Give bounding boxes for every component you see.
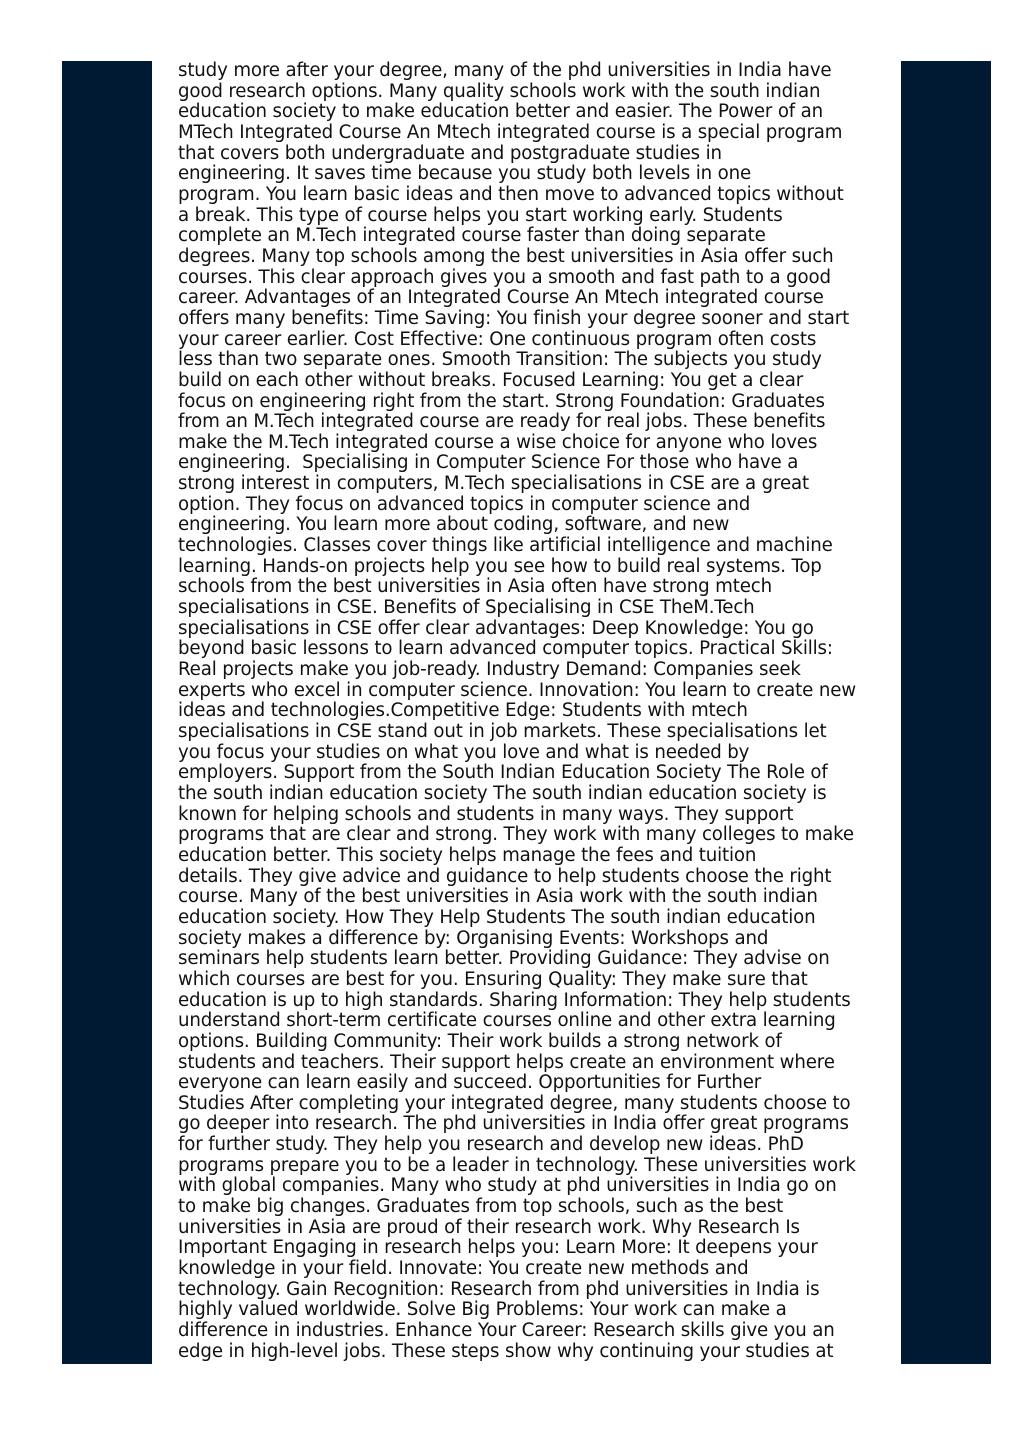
- text-line: your career earlier. Cost Effective: One continuous program often costs: [178, 328, 817, 350]
- text-line: options. Building Community: Their work builds a strong network of: [178, 1030, 782, 1052]
- text-line: for further study. They help you research and develop new ideas. PhD: [178, 1134, 804, 1156]
- text-line: programs prepare you to be a leader in technology. These universities work: [178, 1154, 856, 1176]
- text-line: students and teachers. Their support helps create an environment where: [178, 1051, 835, 1073]
- text-line: complete an M.Tech integrated course faster than doing separate: [178, 225, 766, 247]
- text-line: highly valued worldwide. Solve Big Problems: Your work can make a: [178, 1299, 787, 1321]
- text-line: less than two separate ones. Smooth Transition: The subjects you study: [178, 349, 822, 371]
- text-line: engineering. You learn more about coding, software, and new: [178, 514, 730, 536]
- text-line: go deeper into research. The phd universities in India offer great programs: [178, 1113, 849, 1135]
- text-line: build on each other without breaks. Focused Learning: You get a clear: [178, 369, 804, 391]
- text-line: specialisations in CSE. Benefits of Specialising in CSE TheM.Tech: [178, 597, 755, 619]
- text-line: engineering. Specialising in Computer Science For those who have a: [178, 452, 799, 474]
- text-line: technologies. Classes cover things like artificial intelligence and machine: [178, 535, 833, 557]
- text-line: MTech Integrated Course An Mtech integrated course is a special program: [178, 121, 843, 143]
- text-line: difference in industries. Enhance Your Career: Research skills give you an: [178, 1320, 835, 1342]
- text-line: you focus your studies on what you love and what is needed by: [178, 741, 750, 763]
- text-line: universities in Asia are proud of their research work. Why Research Is: [178, 1216, 800, 1238]
- text-line: which courses are best for you. Ensuring Quality: They make sure that: [178, 968, 808, 990]
- text-line: engineering. It saves time because you study both levels in one: [178, 163, 752, 185]
- text-line: education society. How They Help Students The south indian education: [178, 906, 816, 928]
- text-line: technology. Gain Recognition: Research from phd universities in India is: [178, 1278, 820, 1300]
- text-line: to make big changes. Graduates from top schools, such as the best: [178, 1196, 784, 1218]
- text-line: specialisations in CSE offer clear advantages: Deep Knowledge: You go: [178, 617, 814, 639]
- text-line: strong interest in computers, M.Tech specialisations in CSE are a great: [178, 473, 809, 495]
- text-line: study more after your degree, many of the phd universities in India have: [178, 61, 832, 81]
- text-line: schools from the best universities in Asia often have strong mtech: [178, 576, 772, 598]
- text-line: knowledge in your field. Innovate: You create new methods and: [178, 1258, 749, 1280]
- text-line: Studies After completing your integrated degree, many students choose to: [178, 1092, 851, 1114]
- right-decorative-band: [901, 61, 991, 1364]
- text-line: option. They focus on advanced topics in computer science and: [178, 493, 751, 515]
- text-line: program. You learn basic ideas and then move to advanced topics without: [178, 183, 844, 205]
- text-line: Real projects make you job-ready. Industry Demand: Companies seek: [178, 659, 801, 681]
- text-line: learning. Hands-on projects help you see how to build real systems. Top: [178, 555, 822, 577]
- text-line: career. Advantages of an Integrated Course An Mtech integrated course: [178, 287, 824, 309]
- text-line: from an M.Tech integrated course are ready for real jobs. These benefits: [178, 411, 826, 433]
- text-line: education society to make education better and easier. The Power of an: [178, 101, 824, 123]
- text-line: details. They give advice and guidance to help students choose the right: [178, 865, 832, 887]
- text-line: offers many benefits: Time Saving: You finish your degree sooner and start: [178, 307, 850, 329]
- text-line: courses. This clear approach gives you a smooth and fast path to a good: [178, 266, 831, 288]
- text-line: Important Engaging in research helps you: Learn More: It deepens your: [178, 1237, 818, 1259]
- text-line: with global companies. Many who study at phd universities in India go on: [178, 1175, 837, 1197]
- text-line: that covers both undergraduate and postgraduate studies in: [178, 142, 722, 164]
- text-line: make the M.Tech integrated course a wise choice for anyone who loves: [178, 431, 818, 453]
- text-line: education is up to high standards. Sharing Information: They help students: [178, 989, 851, 1011]
- text-line: understand short-term certificate courses online and other extra learning: [178, 1010, 836, 1032]
- text-line: education better. This society helps manage the fees and tuition: [178, 844, 757, 866]
- text-line: everyone can learn easily and succeed. Opportunities for Further: [178, 1072, 762, 1094]
- text-line: the south indian education society The south indian education society is: [178, 782, 827, 804]
- text-line: ideas and technologies.Competitive Edge: Students with mtech: [178, 700, 748, 722]
- text-line: employers. Support from the South Indian Education Society The Role of: [178, 762, 828, 784]
- text-line: experts who excel in computer science. Innovation: You learn to create new: [178, 679, 856, 701]
- text-line: focus on engineering right from the start. Strong Foundation: Graduates: [178, 390, 825, 412]
- text-line: degrees. Many top schools among the best universities in Asia offer such: [178, 245, 834, 267]
- text-line: beyond basic lessons to learn advanced computer topics. Practical Skills:: [178, 638, 833, 660]
- text-line: a break. This type of course helps you start working early. Students: [178, 204, 783, 226]
- text-line: programs that are clear and strong. They work with many colleges to make: [178, 824, 854, 846]
- text-line: specialisations in CSE stand out in job markets. These specialisations let: [178, 721, 827, 742]
- body-text: [178, 61, 878, 1361]
- text-line: course. Many of the best universities in Asia work with the south indian: [178, 886, 818, 908]
- text-line: seminars help students learn better. Providing Guidance: They advise on: [178, 948, 830, 970]
- text-line: society makes a difference by: Organising Events: Workshops and: [178, 927, 769, 949]
- left-decorative-band: [62, 61, 152, 1364]
- text-line: edge in high-level jobs. These steps show why continuing your studies at: [178, 1340, 834, 1361]
- text-line: good research options. Many quality schools work with the south indian: [178, 80, 821, 102]
- text-line: known for helping schools and students in many ways. They support: [178, 803, 794, 825]
